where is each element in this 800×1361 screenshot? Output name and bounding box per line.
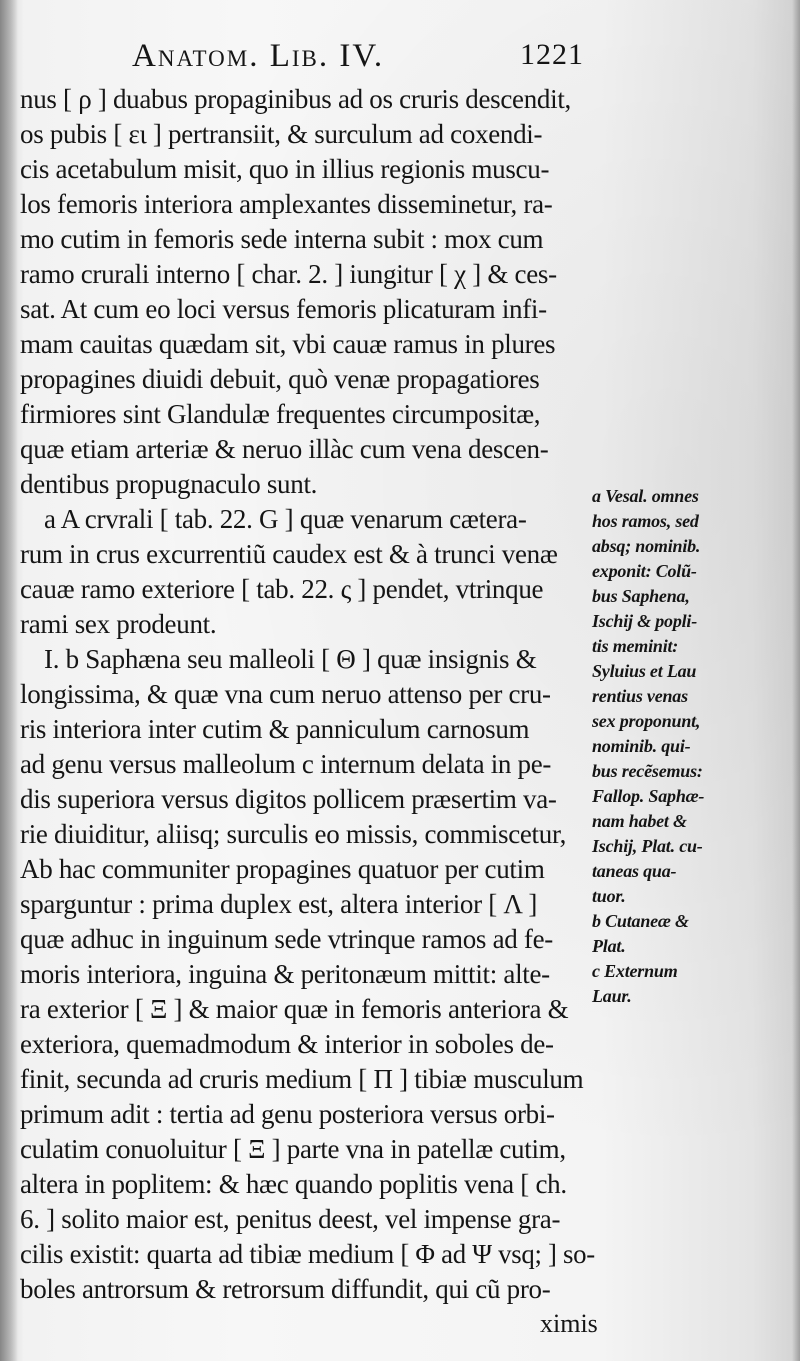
marginal-notes [592, 476, 792, 1096]
text-line: los femoris interiora amplexantes disseminetur, ra- [20, 189, 553, 219]
margin-note-line: nam habet & [592, 811, 687, 831]
text-line: nus [ ρ ] duabus propaginibus ad os cruris descendit, [20, 84, 571, 114]
running-title: Anatom. Lib. IV. [132, 38, 385, 74]
main-text-column [20, 0, 600, 1361]
text-line: culatim conuoluitur [ Ξ ] parte vna in patellæ cutim, [20, 1134, 566, 1164]
text-line: sparguntur : prima duplex est, altera interior [ Λ ] [20, 889, 538, 919]
text-line: ramo crurali interno [ char. 2. ] iungitur [ χ ] & ces- [20, 259, 557, 289]
text-line: ris interiora inter cutim & panniculum carnosum [20, 714, 530, 744]
text-line: mo cutim in femoris sede interna subit : mox cum [20, 224, 544, 254]
margin-note-line: b Cutaneæ & [592, 911, 689, 931]
margin-note-line: tuor. [592, 886, 626, 906]
margin-note-line: nominib. qui- [592, 736, 691, 756]
text-line: cilis existit: quarta ad tibiæ medium [ Φ ad Ψ vsq; ] so- [20, 1239, 595, 1269]
text-line: rami sex prodeunt. [20, 609, 217, 639]
text-line: 6. ] solito maior est, penitus deest, vel impense gra- [20, 1204, 561, 1234]
margin-note-line: Ischij, Plat. cu- [592, 836, 703, 856]
text-line: quæ etiam arteriæ & neruo illàc cum vena descen- [20, 434, 549, 464]
text-line: rum in crus excurrentiũ caudex est & à trunci venæ [20, 539, 558, 569]
margin-note-line: absq; nominib. [592, 536, 701, 556]
text-line: I. b Saphæna seu malleoli [ Θ ] quæ insignis & [44, 644, 537, 674]
margin-note-line: hos ramos, sed [592, 511, 699, 531]
text-line: dentibus propugnaculo sunt. [20, 469, 318, 499]
margin-note-line: c Externum [592, 961, 678, 981]
margin-note-line: bus Saphena, [592, 586, 690, 606]
text-line: os pubis [ ει ] pertransiit, & surculum ad coxendi- [20, 119, 543, 149]
margin-note-line: Ischij & popli- [592, 611, 698, 631]
text-line: cauæ ramo exteriore [ tab. 22. ς ] pendet, vtrinque [20, 574, 544, 604]
text-line: moris interiora, inguina & peritonæum mittit: alte- [20, 959, 550, 989]
text-line: dis superiora versus digitos pollicem præsertim va- [20, 784, 557, 814]
margin-note-line: exponit: Colũ- [592, 561, 697, 581]
margin-note-line: a Vesal. omnes [592, 486, 699, 506]
margin-note-line: Fallop. Saphæ- [592, 786, 705, 806]
margin-note-line: sex proponunt, [592, 711, 701, 731]
text-line: altera in poplitem: & hæc quando poplitis vena [ ch. [20, 1169, 567, 1199]
text-line: ad genu versus malleolum c internum delata in pe- [20, 749, 552, 779]
margin-note-line: Plat. [592, 936, 626, 956]
margin-note-line: rentius venas [592, 686, 688, 706]
text-line: sat. At cum eo loci versus femoris plicaturam infi- [20, 294, 547, 324]
text-line: quæ adhuc in inguinum sede vtrinque ramos ad fe- [20, 924, 553, 954]
text-line: rie diuiditur, aliisq; surculis eo missis, commiscetur, [20, 819, 567, 849]
text-line: cis acetabulum misit, quo in illius regionis muscu- [20, 154, 550, 184]
margin-note-line: taneas qua- [592, 861, 677, 881]
text-line: Ab hac communiter propagines quatuor per cutim [20, 854, 545, 884]
text-line: firmiores sint Glandulæ frequentes circumpositæ, [20, 399, 541, 429]
text-line: primum adit : tertia ad genu posteriora versus orbi- [20, 1099, 555, 1129]
text-line: boles antrorsum & retrorsum diffundit, qui cũ pro- [20, 1274, 551, 1304]
margin-note-line: tis meminit: [592, 636, 679, 656]
text-line: ra exterior [ Ξ ] & maior quæ in femoris anteriora & [20, 994, 569, 1024]
text-line: propagines diuidi debuit, quò venæ propagatiores [20, 364, 540, 394]
text-line: mam cauitas quædam sit, vbi cauæ ramus in plures [20, 329, 556, 359]
margin-note-line: bus recẽsemus: [592, 761, 703, 781]
page-number: 1221 [520, 38, 584, 71]
text-line: longissima, & quæ vna cum neruo attenso per cru- [20, 679, 551, 709]
text-line: exteriora, quemadmodum & interior in soboles de- [20, 1029, 554, 1059]
text-line: a A crvrali [ tab. 22. G ] quæ venarum cætera- [44, 504, 527, 534]
margin-note-line: Laur. [592, 986, 632, 1006]
catchword: ximis [540, 1309, 598, 1338]
margin-note-line: Syluius et Lau [592, 661, 697, 681]
text-line: finit, secunda ad cruris medium [ Π ] tibiæ musculum [20, 1064, 584, 1094]
